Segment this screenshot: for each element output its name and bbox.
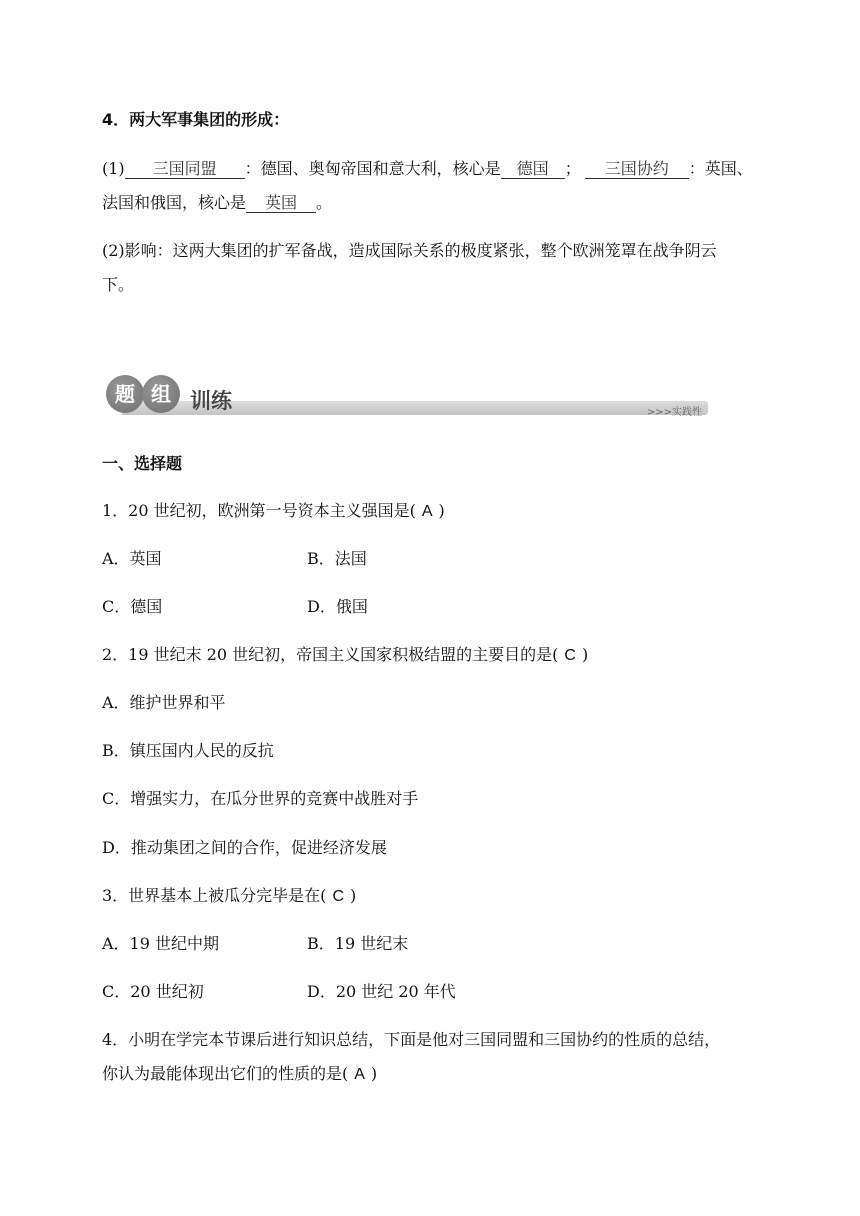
banner-circle-char: 组: [142, 375, 180, 413]
banner-tag: >>>实践性: [646, 407, 702, 418]
question-stem: [102, 645, 588, 666]
answer-letter: C: [332, 888, 344, 905]
banner-title: 训练: [190, 389, 232, 413]
answer-letter: A: [354, 1066, 365, 1083]
option-c: C．增强实力，在瓜分世界的竞赛中战胜对手: [102, 789, 419, 808]
paragraph-text: 法国和俄国，核心是: [102, 193, 247, 212]
fill-blank-answer: 三国同盟: [125, 160, 245, 179]
answer-letter: C: [564, 647, 576, 664]
question-text: 3．世界基本上被瓜分完毕是在(: [102, 886, 327, 905]
option-b: B．镇压国内人民的反抗: [102, 741, 274, 760]
fill-blank-answer: 英国: [246, 194, 316, 213]
question-paren: ): [370, 1064, 378, 1083]
option-d: D．推动集团之间的合作，促进经济发展: [102, 838, 387, 857]
question-stem: [102, 886, 356, 907]
question-text: 你认为最能体现出它们的性质的是(: [102, 1064, 349, 1083]
item-number: (1): [102, 159, 125, 178]
option-a: A．维护世界和平: [102, 693, 226, 712]
question-stem: 4．小明在学完本节课后进行知识总结，下面是他对三国同盟和三国协约的性质的总结，: [102, 1030, 721, 1049]
paragraph-text: ：英国、: [688, 159, 753, 178]
paragraph-text: 。: [316, 193, 333, 212]
option-d: D．20 世纪 20 年代: [307, 982, 456, 1001]
option-b: B．19 世纪末: [307, 934, 409, 953]
option-a: A．19 世纪中期: [102, 934, 220, 953]
paragraph-line: [102, 159, 753, 179]
paragraph-line: [102, 193, 332, 213]
question-text: 1．20 世纪初，欧洲第一号资本主义强国是(: [102, 501, 416, 520]
answer-letter: A: [421, 503, 433, 520]
section-title: 一、选择题: [102, 454, 183, 473]
section-heading: 4．两大军事集团的形成：: [102, 110, 290, 129]
paragraph-line: 下。: [102, 275, 135, 294]
paragraph-text: ；: [564, 159, 581, 178]
paragraph-line: (2)影响：这两大集团的扩军备战，造成国际关系的极度紧张，整个欧洲笼罩在战争阴云: [102, 241, 717, 260]
question-text: 2．19 世纪末 20 世纪初，帝国主义国家积极结盟的主要目的是(: [102, 645, 559, 664]
option-a: A．英国: [102, 549, 162, 568]
option-d: D．俄国: [307, 597, 368, 616]
question-paren: ): [438, 501, 445, 520]
fill-blank-answer: 德国: [501, 160, 565, 179]
paragraph-text: ：德国、奥匈帝国和意大利，核心是: [244, 159, 501, 178]
question-stem: [102, 1064, 377, 1085]
option-c: C．德国: [102, 597, 163, 616]
question-paren: ): [581, 645, 589, 664]
option-c: C．20 世纪初: [102, 982, 204, 1001]
question-paren: ): [350, 886, 357, 905]
banner-circle-char: 题: [106, 375, 144, 413]
question-stem: [102, 501, 445, 522]
section-banner: [104, 375, 708, 421]
option-b: B．法国: [307, 549, 367, 568]
fill-blank-answer: 三国协约: [585, 160, 689, 179]
